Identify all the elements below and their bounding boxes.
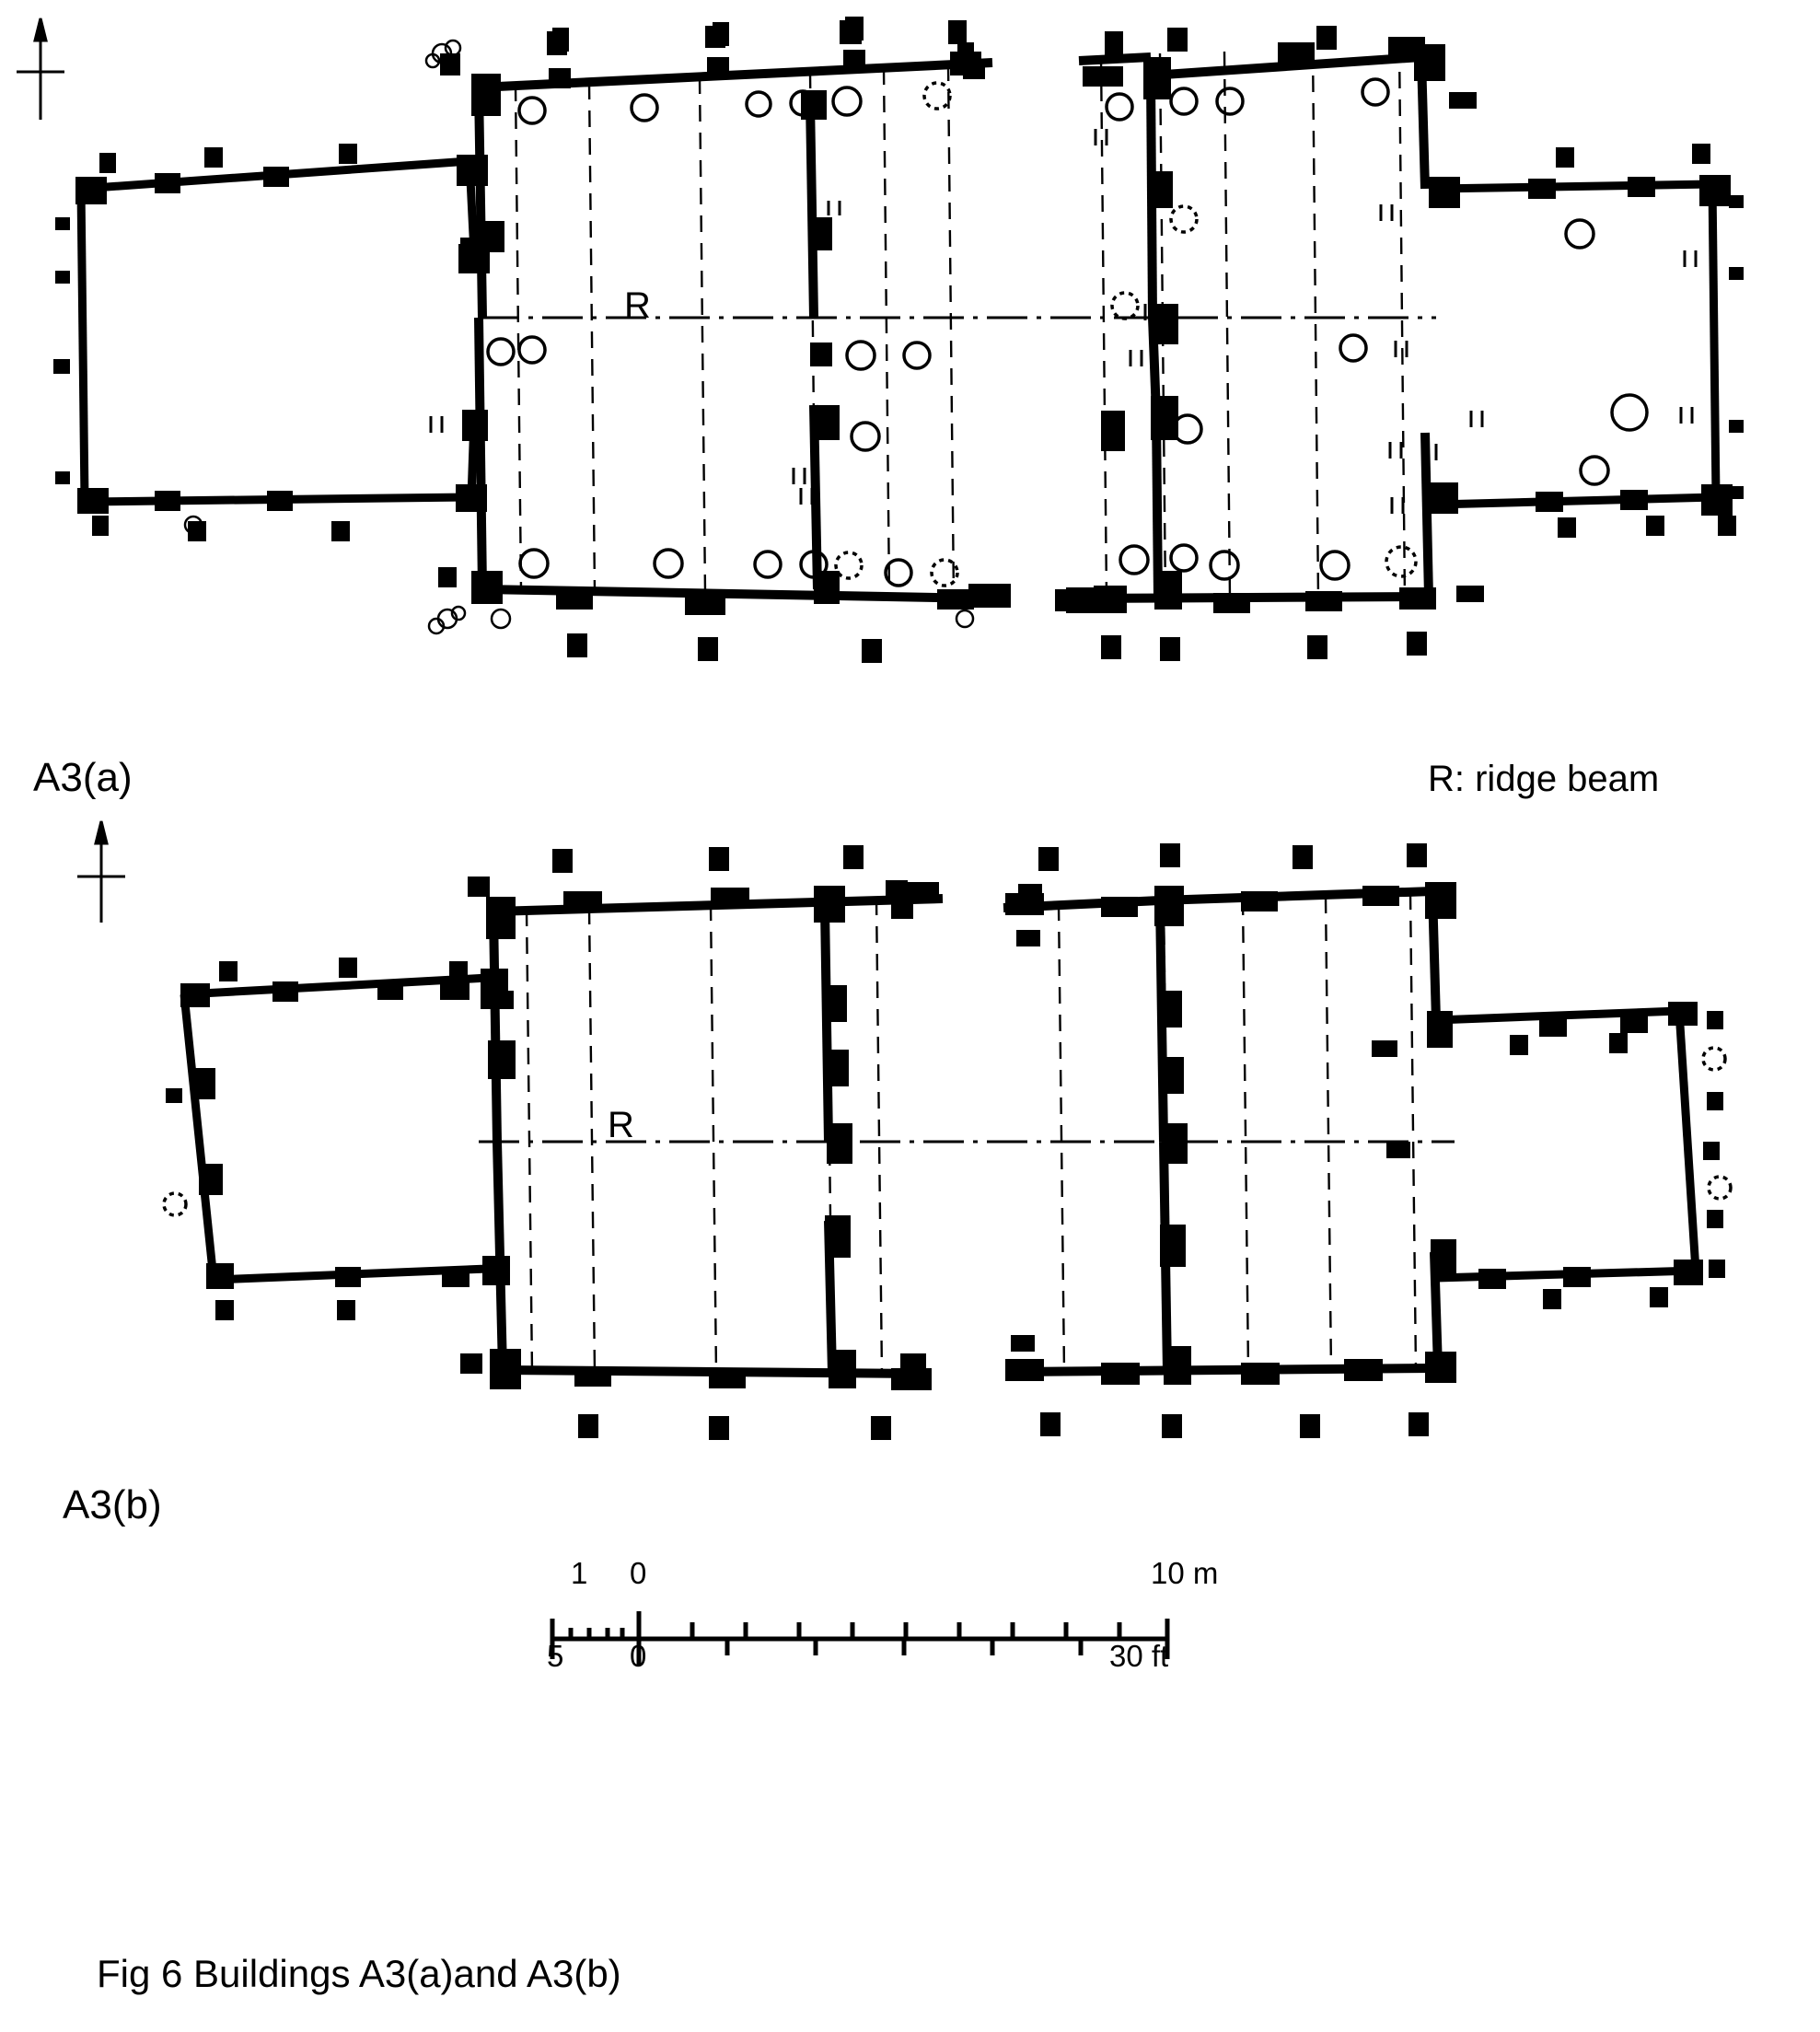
north-arrow-b	[77, 821, 125, 923]
stone-scatter-a	[185, 41, 973, 633]
scale-label-imperial-right: 30 ft	[1109, 1639, 1169, 1673]
scale-label-metric-right: 10 m	[1151, 1556, 1219, 1590]
room-hall-northwest-a	[479, 63, 992, 318]
post-holes-annexe-b	[164, 1048, 1731, 1215]
north-arrow-a	[17, 18, 64, 120]
post-pads-east-annexe-a	[1427, 175, 1733, 516]
room-east-annexe-b	[1436, 1011, 1696, 1278]
room-hall-northeast-a	[1079, 57, 1425, 318]
post-pads-west-annexe-b	[180, 969, 510, 1289]
panel-label-a3b: A3(b)	[63, 1482, 162, 1527]
scale-label-metric-zero: 0	[630, 1556, 647, 1590]
room-hall-southwest-a	[479, 318, 985, 598]
stake-marks-north-a	[552, 17, 1337, 59]
post-holes-east-annexe-a	[1566, 220, 1647, 484]
room-west-annexe-b	[184, 978, 488, 1280]
plan-a3a-drawing	[0, 0, 1820, 700]
stake-ticks-a	[53, 53, 1744, 602]
scale-label-imperial-left: 5	[547, 1639, 564, 1673]
scale-label-metric-left: 1	[571, 1556, 588, 1590]
ridge-letter-a3b: R	[608, 1105, 634, 1145]
scale-label-imperial-zero: 0	[630, 1639, 647, 1673]
room-west-annexe-a	[81, 161, 474, 502]
dashed-grid-hall-a	[516, 64, 954, 598]
panel-label-a3a: A3(a)	[33, 755, 133, 800]
room-east-annexe-a	[1434, 184, 1716, 505]
room-hall-southeast-a	[1068, 318, 1434, 598]
dashed-grid-hall-east-b	[1059, 893, 1416, 1372]
figure-caption: Fig 6 Buildings A3(a)and A3(b)	[97, 1952, 621, 1995]
plan-a3b-drawing	[0, 819, 1820, 1464]
room-hall-northeast-b	[1003, 891, 1436, 1142]
scale-bar-drawing	[0, 1584, 1820, 1768]
ridge-letter-a3a: R	[624, 285, 651, 326]
room-hall-southeast-b	[1009, 1142, 1438, 1372]
stake-ticks-b	[166, 877, 1668, 1374]
room-hall-southwest-b	[497, 1142, 921, 1374]
room-hall-northwest-b	[493, 899, 943, 1142]
ridge-beam-legend: R: ridge beam	[1428, 759, 1660, 799]
post-holes-hall-west-a	[488, 83, 957, 586]
post-pads-west-annexe-a	[75, 155, 488, 514]
